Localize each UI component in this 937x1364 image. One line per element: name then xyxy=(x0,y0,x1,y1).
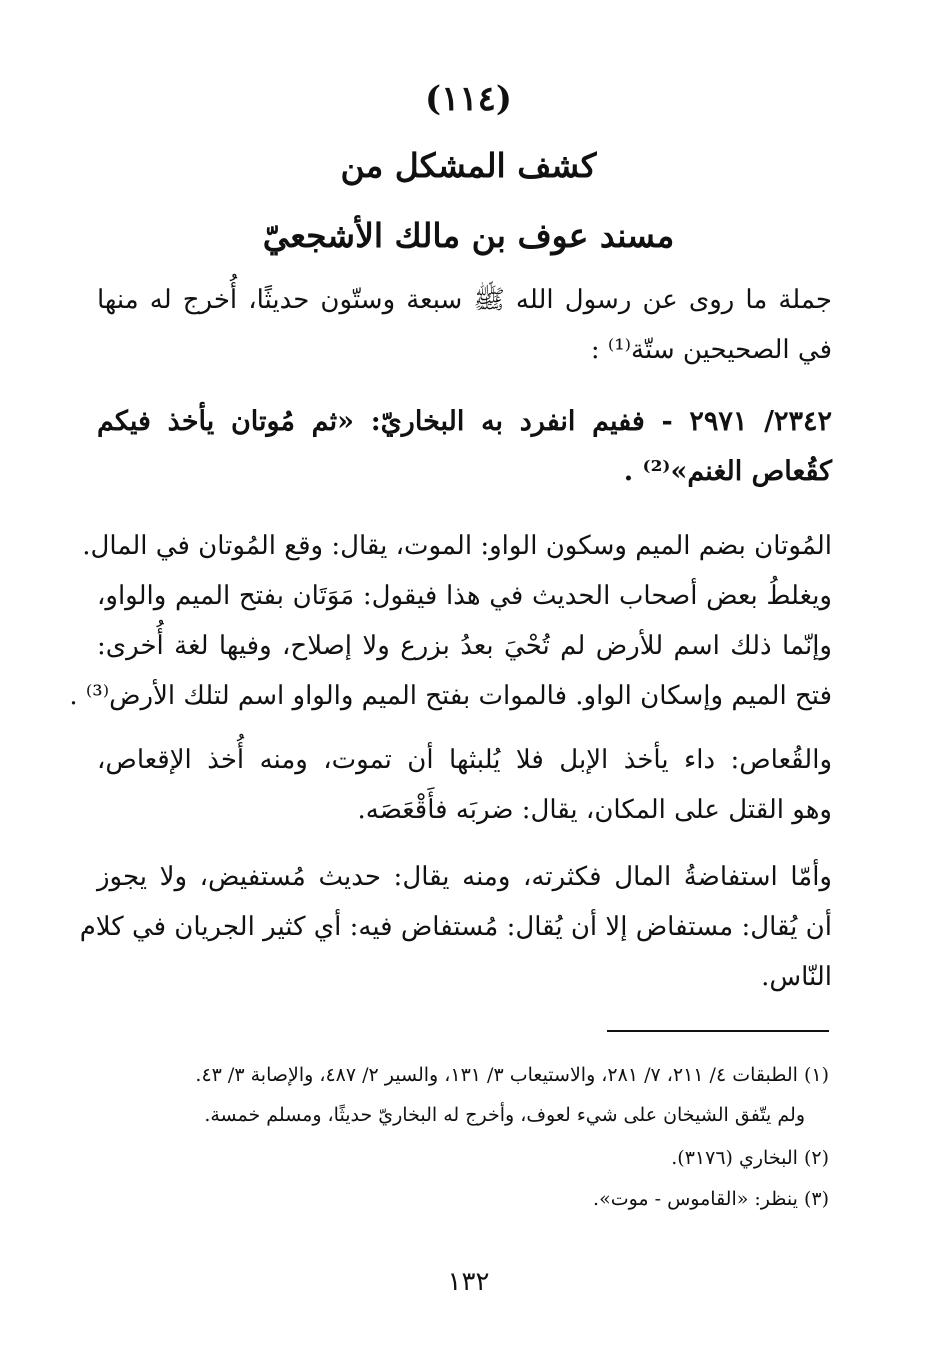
intro-line-1: جملة ما روى عن رسول الله ﷺ سبعة وستّون حديثًا، أُخرج له منها xyxy=(97,285,832,315)
chapter-title-line-1: كشف المشكل من xyxy=(340,146,597,185)
commentary-p1-line-1: المُوتان بضم الميم وسكون الواو: الموت، يقال: وقع المُوتان في المال. xyxy=(82,531,832,561)
commentary-p1-line-2: ويغلطُ بعض أصحاب الحديث في هذا فيقول: مَوَتَان بفتح الميم والواو، xyxy=(97,581,832,611)
commentary-p3-line-1: وأمّا استفاضةُ المال فكثرته، ومنه يقال: حديث مُستفيض، ولا يجوز xyxy=(97,862,832,892)
hadith-text-line-2: كقُعاص الغنم»⁽²⁾ . xyxy=(623,456,832,487)
commentary-p2-line-1: والقُعاص: داء يأخذ الإبل فلا يُلبثها أن تموت، ومنه أُخذ الإقعاص، xyxy=(97,745,832,775)
footnote-2: (٢) البخاري (٣١٧٦). xyxy=(671,1147,829,1169)
commentary-p1-line-3: وإنّما ذلك اسم للأرض لم تُحْيَ بعدُ بزرع ولا إصلاح، وفيها لغة أُخرى: xyxy=(97,631,832,661)
chapter-title-line-2: مسند عوف بن مالك الأشجعيّ xyxy=(262,216,675,255)
commentary-p2-line-2: وهو القتل على المكان، يقال: ضربَه فأَقْعَصَه. xyxy=(357,795,832,825)
hadith-text-line-1: ٢٣٤٢/ ٢٩٧١ - ففيم انفرد به البخاريّ: «ثم مُوتان يأخذ فيكم xyxy=(97,406,832,437)
commentary-p3-line-3: النّاس. xyxy=(761,962,832,992)
footnote-1-line-1: (١) الطبقات ٤/ ٢١١، ٧/ ٢٨١، والاستيعاب ٣/ ١٣١، والسير ٢/ ٤٨٧، والإصابة ٣/ ٤٣. xyxy=(195,1064,829,1086)
intro-line-2: في الصحيحين ستّة⁽¹⁾ : xyxy=(590,335,832,365)
footnote-separator xyxy=(607,1030,829,1032)
page-number: ١٣٢ xyxy=(447,1267,490,1297)
footnote-1-line-2: ولم يتّفق الشيخان على شيء لعوف، وأخرج له البخاريّ حديثًا، ومسلم خمسة. xyxy=(204,1104,805,1126)
footnote-3: (٣) ينظر: «القاموس - موت». xyxy=(593,1188,829,1210)
hadith-group-number: (١١٤) xyxy=(425,79,512,119)
commentary-p3-line-2: أن يُقال: مستفاض إلا أن يُقال: مُستفاض فيه: أي كثير الجريان في كلام xyxy=(79,912,832,942)
commentary-p1-line-4: فتح الميم وإسكان الواو. فالموات بفتح الميم والواو اسم لتلك الأرض⁽³⁾ . xyxy=(69,681,832,711)
